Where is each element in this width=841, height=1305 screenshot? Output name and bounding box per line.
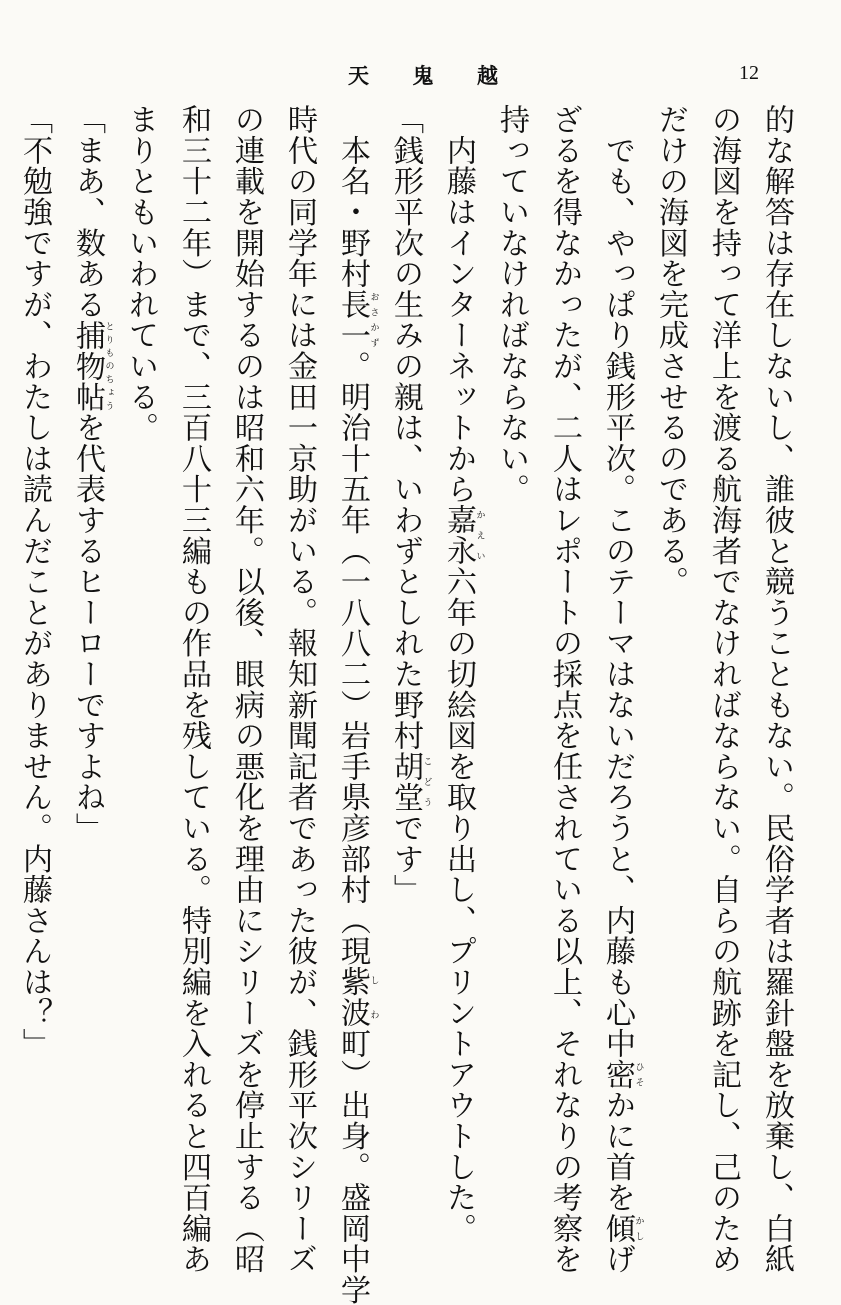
- page-number: 12: [739, 62, 759, 84]
- text-segment: 本名・野村: [335, 104, 370, 289]
- ruby-base: 紫波: [335, 966, 370, 1029]
- text-line: [644, 104, 697, 1154]
- text-line: [61, 104, 114, 1154]
- text-segment: 六年の切絵図を取り出し、プリントアウトした。: [441, 566, 476, 1244]
- text-segment: 「まあ、数ある: [70, 104, 105, 320]
- text-segment: 「不勉強ですが、わたしは読んだことがありません。内藤さんは？」: [17, 104, 52, 1059]
- ruby-reading: おさかず: [368, 288, 379, 351]
- ruby-base: 密: [600, 1058, 635, 1090]
- text-line: [220, 104, 273, 1275]
- text-segment: まりともいわれている。: [123, 104, 158, 443]
- ruby-reading: かし: [633, 1212, 644, 1244]
- text-segment: でも、やっぱり銭形平次。このテーマはないだろうと、内藤も心中: [600, 104, 635, 1059]
- text-line: [750, 104, 803, 1275]
- text-segment: 時代の同学年には金田一京助がいる。報知新聞記者であった彼が、銭形平次シリーズ: [282, 104, 317, 1275]
- ruby-base: 嘉永: [441, 504, 476, 567]
- body-text-area: [17, 104, 803, 1305]
- text-line: [0, 104, 8, 1154]
- ruby-annotation: [335, 288, 379, 351]
- text-segment: 内藤はインターネットから: [441, 104, 476, 505]
- ruby-annotation: [600, 1212, 644, 1244]
- ruby-reading: かえい: [474, 504, 485, 567]
- text-line: [167, 104, 220, 1275]
- ruby-reading: こどう: [421, 750, 432, 813]
- ruby-base: 長一: [335, 288, 370, 351]
- text-line: [8, 104, 61, 1154]
- text-segment: です」: [388, 812, 423, 905]
- ruby-reading: しわ: [368, 966, 379, 1029]
- text-line: [591, 104, 644, 1275]
- ruby-base: 捕物帖: [70, 319, 105, 413]
- text-line: [114, 104, 167, 1154]
- text-line: [485, 104, 538, 1154]
- text-segment: の海図を持って洋上を渡る航海者でなければならない。自らの航跡を記し、己のため: [706, 104, 741, 1275]
- text-line: [697, 104, 750, 1275]
- ruby-base: 胡堂: [388, 750, 423, 813]
- ruby-annotation: [335, 966, 379, 1029]
- text-segment: かに首を: [600, 1089, 635, 1213]
- text-segment: だけの海図を完成させるのである。: [653, 104, 688, 597]
- ruby-reading: ひそ: [633, 1058, 644, 1090]
- ruby-reading: とりものちょう: [103, 319, 114, 413]
- text-segment: ざるを得なかったが、二人はレポートの採点を任されている以上、それなりの考察を: [547, 104, 582, 1275]
- text-segment: げ: [600, 1243, 635, 1275]
- vertical-body-text: [17, 104, 803, 1305]
- running-header-char: 越: [477, 63, 498, 88]
- running-header-char: 鬼: [412, 63, 434, 88]
- running-header-char: 天: [348, 63, 369, 88]
- ruby-annotation: [70, 319, 114, 413]
- ruby-annotation: [441, 504, 485, 567]
- text-segment: 和三十二年）まで、三百八十三編もの作品を残している。特別編を入れると四百編あ: [176, 104, 211, 1275]
- ruby-annotation: [600, 1058, 644, 1090]
- text-segment: を代表するヒーローですよね」: [70, 412, 105, 844]
- ruby-base: 傾: [600, 1212, 635, 1244]
- text-segment: の連載を開始するのは昭和六年。以後、眼病の悪化を理由にシリーズを停止する（昭: [229, 104, 264, 1275]
- text-segment: 。明治十五年（一八八二）岩手県彦部村（現: [335, 350, 370, 967]
- text-segment: 的な解答は存在しないし、誰彼と競うこともない。民俗学者は羅針盤を放棄し、白紙: [759, 104, 794, 1275]
- text-line: [379, 104, 432, 1154]
- text-segment: 町）出身。盛岡中学: [335, 1028, 370, 1305]
- running-header-title: [348, 60, 498, 90]
- text-line: [538, 104, 591, 1275]
- text-segment: 「銭形平次の生みの親は、いわずとしれた野村: [388, 104, 423, 751]
- text-segment: 持っていなければならない。: [494, 104, 529, 505]
- ruby-annotation: [388, 750, 432, 813]
- text-line: [326, 104, 379, 1305]
- text-line: [273, 104, 326, 1275]
- text-line: [432, 104, 485, 1244]
